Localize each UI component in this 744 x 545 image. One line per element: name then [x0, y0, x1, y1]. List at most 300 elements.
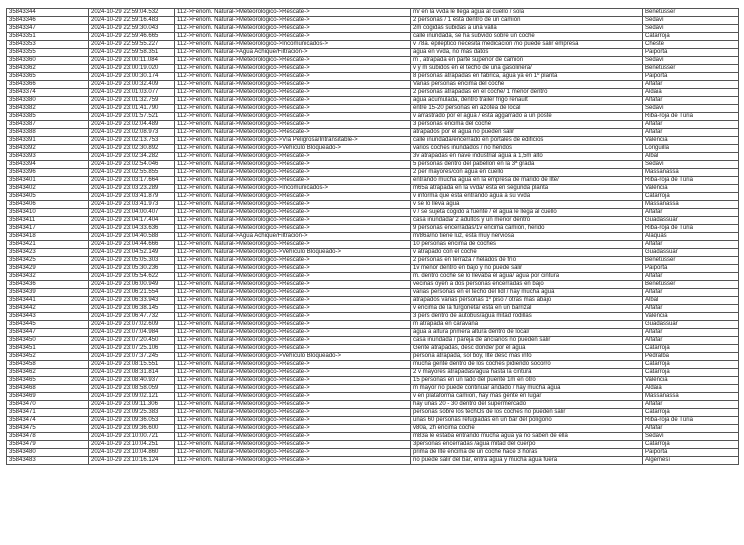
table-row	[7, 129, 739, 137]
timestamp-cell: 2024-10-29 23:02:54.046	[89, 161, 175, 169]
incident-id-cell: 35843401	[7, 177, 89, 185]
description-cell: agua a altura primera altura dentro de local/	[411, 329, 643, 337]
incident-id-cell: 35843388	[7, 129, 89, 137]
table-row	[7, 417, 739, 425]
category-cell: 112->Fenom. Natural->Meteorológico->Vía Peligrosa/Intransitable->	[175, 137, 411, 145]
timestamp-cell: 2024-10-29 23:08:31.814	[89, 369, 175, 377]
incident-id-cell: 35843418	[7, 233, 89, 241]
incident-id-cell: 35843406	[7, 201, 89, 209]
description-cell: persona atrapada, sol boy, llte desc más info	[411, 353, 643, 361]
category-cell: 112->Fenom. Natural->Meteorológico->Vehículo Bloqueado->	[175, 353, 411, 361]
incident-id-cell: 35843362	[7, 65, 89, 73]
description-cell: v arrastrado por el agua / está aggarrado a un poste	[411, 113, 643, 121]
timestamp-cell: 2024-10-29 23:07:20.450	[89, 337, 175, 345]
incident-id-cell: 35843442	[7, 305, 89, 313]
municipality-cell: Massanassa	[643, 169, 739, 177]
category-cell: 112->Fenom. Natural->Meteorológico->Rescate->	[175, 153, 411, 161]
municipality-cell: Catarroja	[643, 33, 739, 41]
description-cell: m mayor no puede continuar andado / hay mucha agua	[411, 385, 643, 393]
description-cell: varios coches inundados / no heridos	[411, 145, 643, 153]
category-cell: 112->Fenom. Natural->Meteorológico->Rescate->	[175, 73, 411, 81]
incident-id-cell: 35843447	[7, 329, 89, 337]
category-cell: 112->Fenom. Natural->Agua Achique/Filtración->	[175, 233, 411, 241]
table-row	[7, 137, 739, 145]
category-cell: 112->Fenom. Natural->Meteorológico->Rescate->	[175, 377, 411, 385]
municipality-cell: Catarroja	[643, 361, 739, 369]
table-row	[7, 97, 739, 105]
description-cell: 8 personas atrapadas en fabrica, agua ya en 1º planta	[411, 73, 643, 81]
category-cell: 112->Fenom. Natural->Meteorológico->Vehículo Bloqueado->	[175, 249, 411, 257]
table-row	[7, 433, 739, 441]
table-row	[7, 273, 739, 281]
description-cell: 15 personas en un lado del puente 1m en otro	[411, 377, 643, 385]
category-cell: 112->Fenom. Natural->Meteorológico->Rescate->	[175, 121, 411, 129]
timestamp-cell: 2024-10-29 23:02:34.282	[89, 153, 175, 161]
description-cell: v atrapado con el coche	[411, 249, 643, 257]
incident-id-cell: 35843353	[7, 41, 89, 49]
timestamp-cell: 2024-10-29 23:04:40.588	[89, 233, 175, 241]
table-row	[7, 153, 739, 161]
incident-id-cell: 35843432	[7, 273, 89, 281]
incident-id-cell: 35843393	[7, 153, 89, 161]
municipality-cell: Sedaví	[643, 105, 739, 113]
incident-id-cell: 35843475	[7, 425, 89, 433]
incident-id-cell: 35843462	[7, 369, 89, 377]
category-cell: 112->Fenom. Natural->Meteorológico->Rescate->	[175, 417, 411, 425]
incident-id-cell: 35843351	[7, 33, 89, 41]
incident-id-cell: 35843465	[7, 377, 89, 385]
incident-id-cell: 35843474	[7, 417, 89, 425]
incident-id-cell: 35843347	[7, 25, 89, 33]
description-cell: m , atrapada en parte superior de camión	[411, 57, 643, 65]
timestamp-cell: 2024-10-29 23:03:41.973	[89, 201, 175, 209]
table-row	[7, 193, 739, 201]
category-cell: 112->Fenom. Natural->Meteorológico->Rescate->	[175, 169, 411, 177]
description-cell: hay unas 20 - 30 dentro del supermercado	[411, 401, 643, 409]
category-cell: 112->Fenom. Natural->Meteorológico->Rescate->	[175, 289, 411, 297]
timestamp-cell: 2024-10-29 23:00:11.084	[89, 57, 175, 65]
incident-id-cell: 35843471	[7, 409, 89, 417]
category-cell: 112->Fenom. Natural->Meteorológico->Rescate->	[175, 265, 411, 273]
incident-id-cell: 35843396	[7, 169, 89, 177]
incident-id-cell: 35843391	[7, 137, 89, 145]
municipality-cell: Riba-roja de Túria	[643, 177, 739, 185]
timestamp-cell: 2024-10-29 22:59:46.665	[89, 33, 175, 41]
municipality-cell: Catarroja	[643, 193, 739, 201]
description-cell: v80a, 2h encima coche	[411, 425, 643, 433]
incident-id-cell: 35843451	[7, 345, 89, 353]
table-row	[7, 425, 739, 433]
table-row	[7, 105, 739, 113]
timestamp-cell: 2024-10-29 23:04:52.149	[89, 249, 175, 257]
municipality-cell: Cheste	[643, 41, 739, 49]
municipality-cell: Benetússer	[643, 257, 739, 265]
table-row	[7, 281, 739, 289]
timestamp-cell: 2024-10-29 23:10:04.251	[89, 441, 175, 449]
category-cell: 112->Fenom. Natural->Meteorológico->Rescate->	[175, 385, 411, 393]
table-row	[7, 385, 739, 393]
incident-id-cell: 35843366	[7, 81, 89, 89]
table-row	[7, 201, 739, 209]
table-row	[7, 265, 739, 273]
category-cell: 112->Fenom. Natural->Meteorológico->Rescate->	[175, 193, 411, 201]
timestamp-cell: 2024-10-29 23:09:02.121	[89, 393, 175, 401]
table-row	[7, 369, 739, 377]
category-cell: 112->Fenom. Natural->Meteorológico->Rescate->	[175, 369, 411, 377]
municipality-cell: Riba-roja de Túria	[643, 225, 739, 233]
municipality-cell: Catarroja	[643, 345, 739, 353]
incident-id-cell: 35843443	[7, 313, 89, 321]
description-cell: 2 personas / 1 está dentro de un camión	[411, 17, 643, 25]
municipality-cell: Alfafar	[643, 289, 739, 297]
timestamp-cell: 2024-10-29 22:59:04.532	[89, 9, 175, 17]
category-cell: 112->Fenom. Natural->Meteorológico->Rescate->	[175, 313, 411, 321]
incident-id-cell: 35843452	[7, 353, 89, 361]
table-row	[7, 89, 739, 97]
table-row	[7, 233, 739, 241]
timestamp-cell: 2024-10-29 23:01:03.077	[89, 89, 175, 97]
timestamp-cell: 2024-10-29 23:05:54.622	[89, 273, 175, 281]
category-cell: 112->Fenom. Natural->Meteorológico->Rescate->	[175, 25, 411, 33]
municipality-cell: Alfafar	[643, 241, 739, 249]
table-row	[7, 65, 739, 73]
description-cell: m/86a/no tiene luz, esta muy nerviosa	[411, 233, 643, 241]
category-cell: 112->Fenom. Natural->Meteorológico->Rescate->	[175, 209, 411, 217]
municipality-cell: València	[643, 137, 739, 145]
description-cell: casa inundada/ 2 adultos y un menor dentro	[411, 217, 643, 225]
table-row	[7, 9, 739, 17]
category-cell: 112->Fenom. Natural->Meteorológico->Rescate->	[175, 457, 411, 465]
description-cell: 2 personas en terraza / helados de frío	[411, 257, 643, 265]
category-cell: 112->Fenom. Natural->Meteorológico->Rescate->	[175, 57, 411, 65]
timestamp-cell: 2024-10-29 23:04:17.404	[89, 217, 175, 225]
description-cell: mucha gente dentro de los coches pidiendo socorro	[411, 361, 643, 369]
description-cell: 2 personas atrapadas en el coche/ 1 menor dentro	[411, 89, 643, 97]
incident-id-cell: 35843374	[7, 89, 89, 97]
timestamp-cell: 2024-10-29 23:04:44.666	[89, 241, 175, 249]
timestamp-cell: 2024-10-29 23:00:30.174	[89, 73, 175, 81]
incident-id-cell: 35843468	[7, 385, 89, 393]
table-row	[7, 113, 739, 121]
municipality-cell: Albal	[643, 297, 739, 305]
description-cell: v 78a. epileptico necesita medicacion /no puede salir empresa	[411, 41, 643, 49]
timestamp-cell: 2024-10-29 23:08:15.551	[89, 361, 175, 369]
municipality-cell: Benetússer	[643, 281, 739, 289]
timestamp-cell: 2024-10-29 23:10:16.124	[89, 457, 175, 465]
incident-id-cell: 35843478	[7, 433, 89, 441]
incident-id-cell: 35843382	[7, 105, 89, 113]
incident-id-cell: 35843411	[7, 217, 89, 225]
incident-id-cell: 35843445	[7, 321, 89, 329]
municipality-cell: Alfafar	[643, 329, 739, 337]
description-cell: casa inundada / pareja de ancianos no pueden salir	[411, 337, 643, 345]
timestamp-cell: 2024-10-29 23:09:36.600	[89, 425, 175, 433]
category-cell: 112->Fenom. Natural->Meteorológico->Rescate->	[175, 161, 411, 169]
municipality-cell: Guadassuar	[643, 321, 739, 329]
category-cell: 112->Fenom. Natural->Meteorológico->Rescate->	[175, 305, 411, 313]
description-cell: m. dentro coche se lo llevaba el agua/ agua por cintura	[411, 273, 643, 281]
table-row	[7, 225, 739, 233]
table-row	[7, 121, 739, 129]
description-cell: v en plataforma camion, hay más gente en lugar	[411, 393, 643, 401]
timestamp-cell: 2024-10-29 23:10:04.860	[89, 449, 175, 457]
category-cell: 112->Fenom. Natural->Meteorológico->Rescate->	[175, 393, 411, 401]
municipality-cell: Massanassa	[643, 393, 739, 401]
timestamp-cell: 2024-10-29 22:59:30.043	[89, 25, 175, 33]
description-cell: agua acumulada, dentro trailer frigo renault	[411, 97, 643, 105]
table-row	[7, 321, 739, 329]
table-row	[7, 145, 739, 153]
incident-id-cell: 35843425	[7, 257, 89, 265]
municipality-cell: Alfafar	[643, 425, 739, 433]
description-cell: atrapados varias personas 1º piso / otras mas abajo	[411, 297, 643, 305]
description-cell: agua en vvda, no más datos	[411, 49, 643, 57]
timestamp-cell: 2024-10-29 23:07:37.245	[89, 353, 175, 361]
table-row	[7, 377, 739, 385]
table-row	[7, 345, 739, 353]
timestamp-cell: 2024-10-29 23:05:30.236	[89, 265, 175, 273]
description-cell: v encima de la furgoneta/ está en un barrizal	[411, 305, 643, 313]
municipality-cell: Loriguilla	[643, 145, 739, 153]
incident-id-cell: 35843410	[7, 209, 89, 217]
description-cell: 10 personas encima de coches	[411, 241, 643, 249]
timestamp-cell: 2024-10-29 23:06:00.949	[89, 281, 175, 289]
description-cell: 5 personas dentro del pabellon en la 3ª grada	[411, 161, 643, 169]
municipality-cell: Sedaví	[643, 57, 739, 65]
category-cell: 112->Fenom. Natural->Meteorológico->Rescate->	[175, 297, 411, 305]
incident-id-cell: 35843394	[7, 161, 89, 169]
category-cell: 112->Fenom. Natural->Meteorológico->Rescate->	[175, 337, 411, 345]
incident-id-cell: 35843385	[7, 113, 89, 121]
incident-id-cell: 35843387	[7, 121, 89, 129]
municipality-cell: Alfafar	[643, 121, 739, 129]
incident-id-cell: 35843469	[7, 393, 89, 401]
municipality-cell: Pedralba	[643, 353, 739, 361]
description-cell: unas 60 personas refugiadas en un bar del polígono	[411, 417, 643, 425]
table-row	[7, 33, 739, 41]
municipality-cell: Catarroja	[643, 441, 739, 449]
timestamp-cell: 2024-10-29 22:59:55.227	[89, 41, 175, 49]
timestamp-cell: 2024-10-29 23:09:36.053	[89, 417, 175, 425]
description-cell: 2 per mayores/con agua en cuello	[411, 169, 643, 177]
municipality-cell: Benetússer	[643, 65, 739, 73]
municipality-cell: València	[643, 377, 739, 385]
timestamp-cell: 2024-10-29 23:04:33.636	[89, 225, 175, 233]
table-row	[7, 393, 739, 401]
description-cell: Gente atrapadas, desc donde/ por el agua	[411, 345, 643, 353]
incident-id-cell: 35843423	[7, 249, 89, 257]
municipality-cell: Catarroja	[643, 409, 739, 417]
municipality-cell: Massanassa	[643, 201, 739, 209]
timestamp-cell: 2024-10-29 23:09:25.383	[89, 409, 175, 417]
category-cell: 112->Fenom. Natural->Meteorológico->Rescate->	[175, 97, 411, 105]
category-cell: 112->Fenom. Natural->Meteorológico->Rescate->	[175, 9, 411, 17]
timestamp-cell: 2024-10-29 23:02:55.855	[89, 169, 175, 177]
incident-id-cell: 35843402	[7, 185, 89, 193]
incident-id-cell: 35843392	[7, 145, 89, 153]
description-cell: 1v menor dentro en bajo y no puede salir	[411, 265, 643, 273]
table-row	[7, 209, 739, 217]
municipality-cell: Sedaví	[643, 25, 739, 33]
timestamp-cell: 2024-10-29 23:02:30.892	[89, 145, 175, 153]
timestamp-cell: 2024-10-29 22:59:58.351	[89, 49, 175, 57]
municipality-cell: Sedaví	[643, 17, 739, 25]
description-cell: v se lo lleva agua	[411, 201, 643, 209]
timestamp-cell: 2024-10-29 23:07:25.106	[89, 345, 175, 353]
municipality-cell: Algemesí	[643, 457, 739, 465]
municipality-cell: València	[643, 313, 739, 321]
description-cell: m/ en la vvda le llega agua al cuello / sola	[411, 9, 643, 17]
incident-id-cell: 35843439	[7, 289, 89, 297]
description-cell: vecinas oyen a dos personas encerradas en bajo	[411, 281, 643, 289]
table-row	[7, 257, 739, 265]
table-row	[7, 17, 739, 25]
category-cell: 112->Fenom. Natural->Meteorológico->Rescate->	[175, 105, 411, 113]
municipality-cell: Paiporta	[643, 265, 739, 273]
municipality-cell: Riba-roja de Túria	[643, 113, 739, 121]
municipality-cell: Alfafar	[643, 305, 739, 313]
timestamp-cell: 2024-10-29 23:03:17.664	[89, 177, 175, 185]
table-row	[7, 57, 739, 65]
category-cell: 112->Fenom. Natural->Meteorológico->Rescate->	[175, 81, 411, 89]
incident-id-cell: 35843441	[7, 297, 89, 305]
category-cell: 112->Fenom. Natural->Meteorológico->Rescate->	[175, 217, 411, 225]
municipality-cell: Paiporta	[643, 49, 739, 57]
incident-id-cell: 35843458	[7, 361, 89, 369]
description-cell: m atrapada en caravana	[411, 321, 643, 329]
municipality-cell: Alaquàs	[643, 233, 739, 241]
category-cell: 112->Fenom. Natural->Meteorológico->Rescate->	[175, 281, 411, 289]
description-cell: Varias personas encima del coche	[411, 81, 643, 89]
category-cell: 112->Fenom. Natural->Meteorológico->Rescate->	[175, 33, 411, 41]
municipality-cell: Guadassuar	[643, 217, 739, 225]
category-cell: 112->Fenom. Natural->Meteorológico->Rescate->	[175, 241, 411, 249]
table-row	[7, 457, 739, 465]
table-row	[7, 81, 739, 89]
incident-id-cell: 35843483	[7, 457, 89, 465]
description-cell: v y m subidos en el techo de una gasolinera/	[411, 65, 643, 73]
category-cell: 112->Fenom. Natural->Meteorológico->Rescate->	[175, 177, 411, 185]
timestamp-cell: 2024-10-29 23:00:32.409	[89, 81, 175, 89]
municipality-cell: Alfafar	[643, 401, 739, 409]
category-cell: 112->Fenom. Natural->Meteorológico->Rescate->	[175, 89, 411, 97]
timestamp-cell: 2024-10-29 23:10:00.721	[89, 433, 175, 441]
description-cell: v informa que esta entrando agua a su vvda	[411, 193, 643, 201]
timestamp-cell: 2024-10-29 23:03:23.289	[89, 185, 175, 193]
timestamp-cell: 2024-10-29 23:09:11.306	[89, 401, 175, 409]
table-row	[7, 409, 739, 417]
timestamp-cell: 2024-10-29 23:08:40.937	[89, 377, 175, 385]
table-row	[7, 241, 739, 249]
category-cell: 112->Fenom. Natural->Meteorológico->Rescate->	[175, 129, 411, 137]
incident-id-cell: 35843405	[7, 193, 89, 201]
description-cell: entrando mucha agua en la empresa de marido de llte/	[411, 177, 643, 185]
municipality-cell: Alfafar	[643, 129, 739, 137]
description-cell: entre 15-20 personas en azotea de local	[411, 105, 643, 113]
incident-id-cell: 35843480	[7, 449, 89, 457]
timestamp-cell: 2024-10-29 23:07:02.609	[89, 321, 175, 329]
category-cell: 112->Fenom. Natural->Meteorológico->Rescate->	[175, 433, 411, 441]
municipality-cell: Guadassuar	[643, 249, 739, 257]
incident-id-cell: 35843360	[7, 57, 89, 65]
description-cell: calle inundada/encerrado en portales de edificios	[411, 137, 643, 145]
municipality-cell: Paiporta	[643, 73, 739, 81]
description-cell: 3 pers dentro de autobus/agua mitad rodillas	[411, 313, 643, 321]
table-row	[7, 161, 739, 169]
timestamp-cell: 2024-10-29 23:02:04.489	[89, 121, 175, 129]
timestamp-cell: 2024-10-29 23:06:33.943	[89, 297, 175, 305]
municipality-cell: Sedaví	[643, 433, 739, 441]
category-cell: 112->Fenom. Natural->Meteorológico->Rescate->	[175, 257, 411, 265]
timestamp-cell: 2024-10-29 23:06:47.732	[89, 313, 175, 321]
municipality-cell: Alfafar	[643, 81, 739, 89]
category-cell: 112->Fenom. Natural->Meteorológico->Incomunicados->	[175, 185, 411, 193]
description-cell: atrapados por el agua no pueden salir	[411, 129, 643, 137]
incident-id-cell: 35843380	[7, 97, 89, 105]
table-row	[7, 305, 739, 313]
timestamp-cell: 2024-10-29 23:06:38.145	[89, 305, 175, 313]
description-cell: 9 personas encerradas/1v encima camión, herido	[411, 225, 643, 233]
description-cell: 2m cogidas subidas a una valla	[411, 25, 643, 33]
table-row	[7, 25, 739, 33]
table-row	[7, 169, 739, 177]
category-cell: 112->Fenom. Natural->Meteorológico->Rescate->	[175, 225, 411, 233]
category-cell: 112->Fenom. Natural->Meteorológico->Rescate->	[175, 329, 411, 337]
timestamp-cell: 2024-10-29 23:05:05.303	[89, 257, 175, 265]
timestamp-cell: 2024-10-29 23:04:00.407	[89, 209, 175, 217]
category-cell: 112->Fenom. Natural->Meteorológico->Rescate->	[175, 401, 411, 409]
category-cell: 112->Fenom. Natural->Meteorológico->Rescate->	[175, 361, 411, 369]
timestamp-cell: 2024-10-29 23:02:08.973	[89, 129, 175, 137]
description-cell: 3v atrapadas en nave industrial agua a 1,5m alto	[411, 153, 643, 161]
description-cell: 2 v mayores atrapadas/agua hasta la cintura	[411, 369, 643, 377]
table-row	[7, 177, 739, 185]
category-cell: 112->Fenom. Natural->Meteorológico->Rescate->	[175, 65, 411, 73]
timestamp-cell: 2024-10-29 22:59:16.483	[89, 17, 175, 25]
incident-id-cell: 35843450	[7, 337, 89, 345]
municipality-cell: Alfafar	[643, 337, 739, 345]
category-cell: 112->Fenom. Natural->Meteorológico->Rescate->	[175, 17, 411, 25]
description-cell: m65a atrapada en la vvda/ esta en segunda planta	[411, 185, 643, 193]
category-cell: 112->Fenom. Natural->Meteorológico->Vehículo Bloqueado->	[175, 145, 411, 153]
table-row	[7, 73, 739, 81]
category-cell: 112->Fenom. Natural->Meteorológico->Incomunicados->	[175, 41, 411, 49]
incident-id-cell: 35843429	[7, 265, 89, 273]
municipality-cell: Aldaia	[643, 385, 739, 393]
category-cell: 112->Fenom. Natural->Meteorológico->Rescate->	[175, 321, 411, 329]
timestamp-cell: 2024-10-29 23:03:41.879	[89, 193, 175, 201]
table-row	[7, 449, 739, 457]
incident-id-cell: 35843365	[7, 73, 89, 81]
description-cell: 3 personas encima del coche	[411, 121, 643, 129]
description-cell: no puede salir del bar, entra agua y mucha agua fuera	[411, 457, 643, 465]
description-cell: prima de llte encima de un coche hace 3 horas	[411, 449, 643, 457]
municipality-cell: València	[643, 185, 739, 193]
timestamp-cell: 2024-10-29 23:07:04.984	[89, 329, 175, 337]
incident-id-cell: 35843479	[7, 441, 89, 449]
incident-id-cell: 35843355	[7, 49, 89, 57]
description-cell: calle inundada, se ha subvido sobre un coche	[411, 33, 643, 41]
table-row	[7, 313, 739, 321]
incident-id-cell: 35843421	[7, 241, 89, 249]
timestamp-cell: 2024-10-29 23:01:32.759	[89, 97, 175, 105]
description-cell: 3personas encerradas /agua mitad del cuerpo	[411, 441, 643, 449]
municipality-cell: Albal	[643, 153, 739, 161]
incident-table-body	[7, 9, 739, 465]
table-row	[7, 401, 739, 409]
table-row	[7, 185, 739, 193]
municipality-cell: Alfafar	[643, 273, 739, 281]
